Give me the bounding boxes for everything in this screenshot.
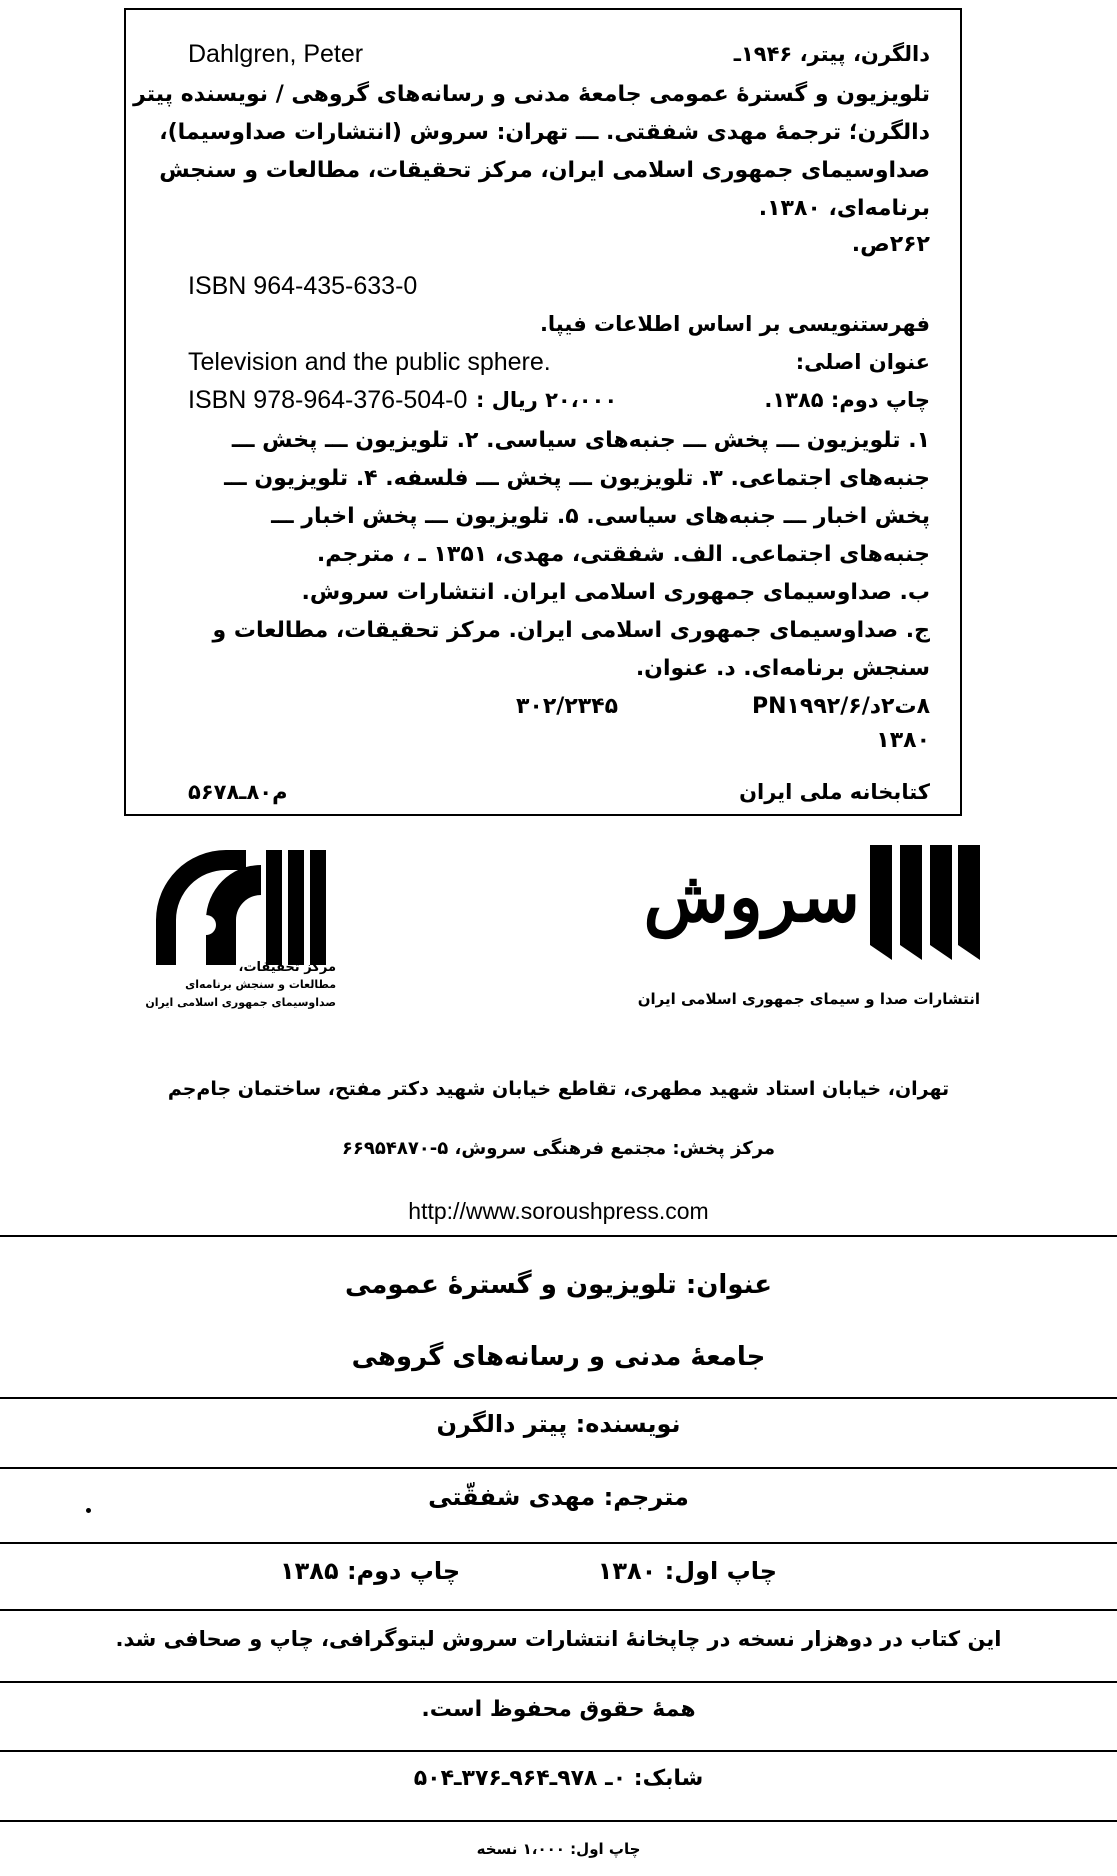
cip-record-no: م۸۰ـ۵۶۷۸ [188, 780, 288, 804]
divider-1 [0, 1235, 1117, 1237]
cip-dewey: ۳۰۲/۲۳۴۵ [516, 694, 619, 719]
cip-title-line-4: برنامه‌ای، ۱۳۸۰. [758, 196, 930, 221]
book-isbn: شابک: ۰ـ ۹۷۸ـ۹۶۴ـ۳۷۶ـ۵۰۴ [413, 1766, 704, 1791]
soroush-bars-icon [870, 845, 980, 960]
cip-subject-line-7: سنجش برنامه‌ای. د. عنوان. [635, 656, 930, 681]
cip-original-title-value: Television and the public sphere. [188, 348, 551, 376]
cip-subject-line-5: ب. صداوسیمای جمهوری اسلامی ایران. انتشارات سروش. [301, 580, 930, 605]
print-note: این کتاب در دوهزار نسخه در چاپخانهٔ انتشارات سروش لیتوگرافی، چاپ و صحافی شد. [115, 1627, 1002, 1651]
cip-title-line-2: دالگرن؛ ترجمهٔ مهدی شفقتی. ـــ تهران: سروش (انتشارات صداوسیما)، [159, 120, 930, 145]
research-center-emblem-icon [136, 850, 336, 970]
cip-second-print-label: چاپ دوم: ۱۳۸۵. [764, 388, 930, 412]
book-author: نویسنده: پیتر دالگرن [436, 1410, 681, 1438]
research-center-logo [136, 850, 336, 1030]
divider-4 [0, 1542, 1117, 1544]
stray-dot [86, 1508, 91, 1513]
rights-notice: همهٔ حقوق محفوظ است. [421, 1697, 696, 1722]
distribution-line: مرکز پخش: مجتمع فرهنگی سروش، ۵-۶۶۹۵۴۸۷۰ [341, 1138, 776, 1159]
divider-2 [0, 1397, 1117, 1399]
divider-8 [0, 1820, 1117, 1822]
research-center-text-2: مطالعات و سنجش برنامه‌ای [185, 978, 336, 991]
cip-original-title-label: عنوان اصلی: [795, 350, 930, 374]
cip-isbn-2: ISBN 978-964-376-504-0 [188, 386, 468, 414]
cip-pages: ۲۶۲ص. [851, 232, 930, 257]
soroush-logo [600, 845, 980, 1025]
cip-subject-line-4: جنبه‌های اجتماعی. الف. شفقتی، مهدی، ۱۳۵۱ ـ ، مترجم. [316, 542, 930, 567]
cip-subject-line-3: پخش اخبار ـــ جنبه‌های سیاسی. ۵. تلویزیون ـــ پخش اخبار ـــ [271, 504, 930, 529]
second-print: چاپ دوم: ۱۳۸۵ [280, 1557, 461, 1585]
book-translator: مترجم: مهدی شفقّتی [428, 1483, 689, 1511]
divider-7 [0, 1750, 1117, 1752]
research-center-text-1: مرکز تحقیقات، [238, 960, 336, 975]
address-line: تهران، خیابان استاد شهید مطهری، تقاطع خیابان شهید دکتر مفتح، ساختمان جام‌جم [167, 1078, 950, 1100]
cip-isbn-1: ISBN 964-435-633-0 [188, 272, 418, 300]
cip-author-fa: دالگرن، پیتر، ۱۹۴۶ـ [733, 42, 930, 66]
cip-year: ۱۳۸۰ [876, 728, 930, 753]
cip-subject-line-1: ۱. تلویزیون ـــ پخش ـــ جنبه‌های سیاسی. ۲. تلویزیون ـــ پخش ـــ [231, 428, 930, 453]
divider-5 [0, 1609, 1117, 1611]
website-link[interactable]: http://www.soroushpress.com [408, 1198, 709, 1224]
first-print: چاپ اول: ۱۳۸۰ [597, 1557, 777, 1585]
cip-subject-line-6: ج. صداوسیمای جمهوری اسلامی ایران. مرکز تحقیقات، مطالعات و [212, 618, 930, 643]
cip-fipa-note: فهرستنویسی بر اساس اطلاعات فیپا. [539, 312, 930, 336]
cip-subject-line-2: جنبه‌های اجتماعی. ۳. تلویزیون ـــ پخش ـــ فلسفه. ۴. تلویزیون ـــ [224, 466, 930, 491]
cip-title-line-1: تلویزیون و گسترهٔ عمومی جامعهٔ مدنی و رسانه‌های گروهی / نویسنده پیتر [133, 82, 930, 107]
print-run: چاپ اول: ۱،۰۰۰ نسخه [476, 1840, 641, 1858]
cip-box [124, 8, 962, 816]
cip-classification: ۸ت۲د/۶/PN۱۹۹۲ [751, 694, 930, 719]
cip-author-en: Dahlgren, Peter [188, 40, 364, 68]
cip-library: کتابخانه ملی ایران [739, 780, 930, 804]
cip-title-line-3: صداوسیمای جمهوری اسلامی ایران، مرکز تحقیقات، مطالعات و سنجش [159, 158, 930, 183]
soroush-wordmark: سروش [643, 855, 860, 938]
soroush-caption: انتشارات صدا و سیمای جمهوری اسلامی ایران [637, 990, 980, 1008]
divider-3 [0, 1467, 1117, 1469]
book-title: عنوان: تلویزیون و گسترهٔ عمومی [344, 1270, 773, 1300]
cip-price: ۲۰،۰۰۰ ریال : [476, 388, 618, 412]
research-center-text-3: صداوسیمای جمهوری اسلامی ایران [145, 996, 336, 1009]
divider-6 [0, 1681, 1117, 1683]
book-subtitle: جامعهٔ مدنی و رسانه‌های گروهی [351, 1342, 766, 1372]
